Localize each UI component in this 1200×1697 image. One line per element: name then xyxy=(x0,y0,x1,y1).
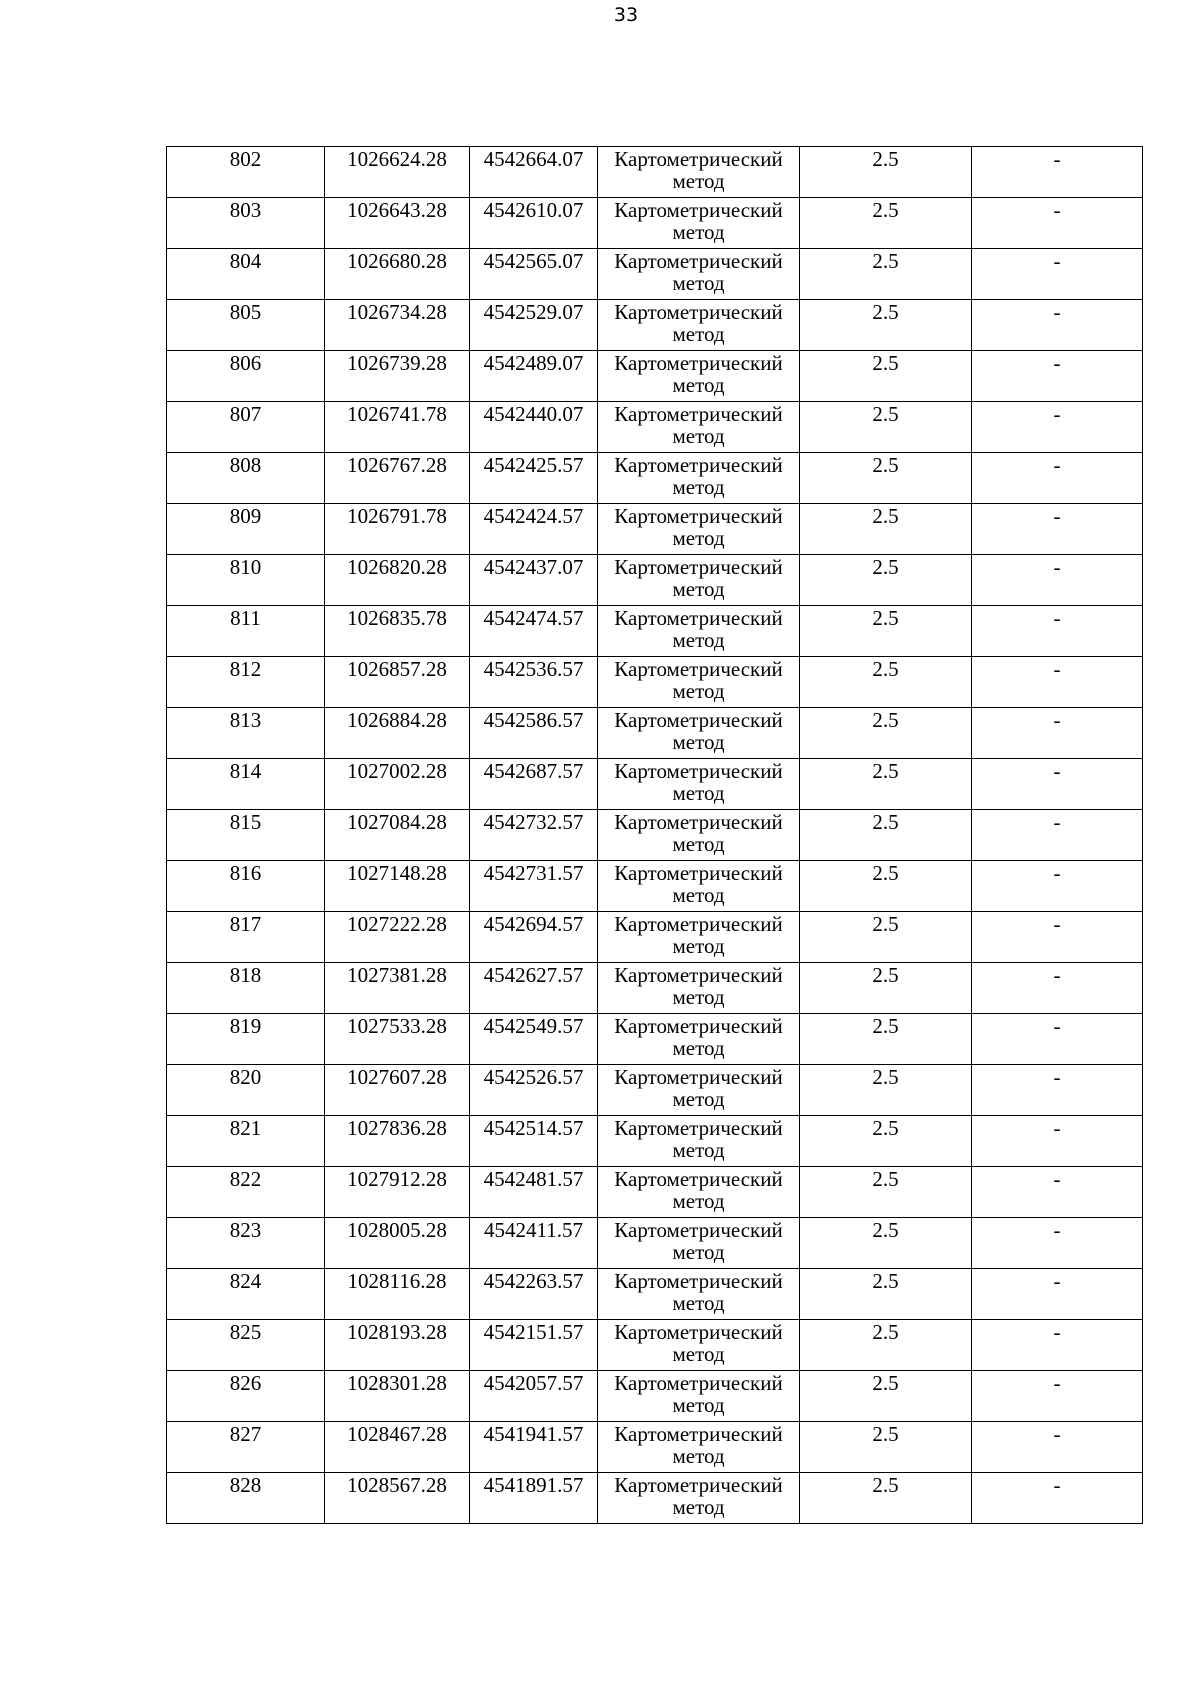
method-line-2: метод xyxy=(672,1342,725,1366)
point-number-cell: 821 xyxy=(167,1116,325,1167)
note-cell: - xyxy=(972,147,1143,198)
y-coordinate-cell: 4542694.57 xyxy=(470,912,598,963)
method-cell xyxy=(598,351,800,402)
x-coordinate-cell: 1026741.78 xyxy=(325,402,470,453)
y-coordinate-cell: 4542627.57 xyxy=(470,963,598,1014)
y-coordinate-cell: 4542474.57 xyxy=(470,606,598,657)
x-coordinate-cell: 1026643.28 xyxy=(325,198,470,249)
y-coordinate-cell: 4542565.07 xyxy=(470,249,598,300)
point-number-cell: 802 xyxy=(167,147,325,198)
table-row xyxy=(167,1320,1143,1371)
y-coordinate-cell: 4542664.07 xyxy=(470,147,598,198)
accuracy-cell: 2.5 xyxy=(800,1269,972,1320)
point-number-cell: 825 xyxy=(167,1320,325,1371)
point-number-cell: 810 xyxy=(167,555,325,606)
point-number-cell: 823 xyxy=(167,1218,325,1269)
accuracy-cell: 2.5 xyxy=(800,249,972,300)
y-coordinate-cell: 4542529.07 xyxy=(470,300,598,351)
accuracy-cell: 2.5 xyxy=(800,861,972,912)
method-cell xyxy=(598,759,800,810)
method-cell xyxy=(598,963,800,1014)
table-row xyxy=(167,249,1143,300)
table-row xyxy=(167,1473,1143,1524)
table-row xyxy=(167,1218,1143,1269)
point-number-cell: 809 xyxy=(167,504,325,555)
method-cell xyxy=(598,1116,800,1167)
note-cell: - xyxy=(972,606,1143,657)
method-line-1: Картометрический xyxy=(614,1218,783,1242)
table-row xyxy=(167,606,1143,657)
table-row xyxy=(167,1422,1143,1473)
method-cell xyxy=(598,810,800,861)
method-cell xyxy=(598,1218,800,1269)
point-number-cell: 826 xyxy=(167,1371,325,1422)
point-number-cell: 818 xyxy=(167,963,325,1014)
accuracy-cell: 2.5 xyxy=(800,1167,972,1218)
note-cell: - xyxy=(972,504,1143,555)
method-cell xyxy=(598,1269,800,1320)
y-coordinate-cell: 4542732.57 xyxy=(470,810,598,861)
note-cell: - xyxy=(972,198,1143,249)
accuracy-cell: 2.5 xyxy=(800,1422,972,1473)
method-line-2: метод xyxy=(672,577,725,601)
table-row xyxy=(167,198,1143,249)
accuracy-cell: 2.5 xyxy=(800,963,972,1014)
note-cell: - xyxy=(972,759,1143,810)
note-cell: - xyxy=(972,351,1143,402)
method-line-2: метод xyxy=(672,220,725,244)
method-cell xyxy=(598,606,800,657)
accuracy-cell: 2.5 xyxy=(800,657,972,708)
note-cell: - xyxy=(972,810,1143,861)
method-line-2: метод xyxy=(672,1138,725,1162)
accuracy-cell: 2.5 xyxy=(800,1218,972,1269)
method-cell xyxy=(598,147,800,198)
x-coordinate-cell: 1026767.28 xyxy=(325,453,470,504)
method-line-2: метод xyxy=(672,1189,725,1213)
method-line-1: Картометрический xyxy=(614,198,783,222)
method-line-2: метод xyxy=(672,271,725,295)
point-number-cell: 805 xyxy=(167,300,325,351)
note-cell: - xyxy=(972,1167,1143,1218)
accuracy-cell: 2.5 xyxy=(800,1371,972,1422)
x-coordinate-cell: 1028116.28 xyxy=(325,1269,470,1320)
table-row xyxy=(167,657,1143,708)
note-cell: - xyxy=(972,912,1143,963)
y-coordinate-cell: 4542536.57 xyxy=(470,657,598,708)
point-number-cell: 819 xyxy=(167,1014,325,1065)
accuracy-cell: 2.5 xyxy=(800,147,972,198)
x-coordinate-cell: 1027148.28 xyxy=(325,861,470,912)
note-cell: - xyxy=(972,249,1143,300)
coordinates-table-body xyxy=(167,147,1143,1524)
method-line-2: метод xyxy=(672,1393,725,1417)
coordinates-table xyxy=(166,146,1143,1524)
method-cell xyxy=(598,657,800,708)
point-number-cell: 806 xyxy=(167,351,325,402)
y-coordinate-cell: 4542549.57 xyxy=(470,1014,598,1065)
note-cell: - xyxy=(972,402,1143,453)
point-number-cell: 808 xyxy=(167,453,325,504)
method-line-1: Картометрический xyxy=(614,657,783,681)
method-cell xyxy=(598,555,800,606)
table-row xyxy=(167,402,1143,453)
table-row xyxy=(167,1371,1143,1422)
x-coordinate-cell: 1028567.28 xyxy=(325,1473,470,1524)
accuracy-cell: 2.5 xyxy=(800,1473,972,1524)
note-cell: - xyxy=(972,1371,1143,1422)
method-line-2: метод xyxy=(672,832,725,856)
point-number-cell: 827 xyxy=(167,1422,325,1473)
y-coordinate-cell: 4542586.57 xyxy=(470,708,598,759)
point-number-cell: 812 xyxy=(167,657,325,708)
method-line-1: Картометрический xyxy=(614,147,783,171)
method-line-2: метод xyxy=(672,526,725,550)
method-line-1: Картометрический xyxy=(614,1116,783,1140)
y-coordinate-cell: 4542489.07 xyxy=(470,351,598,402)
note-cell: - xyxy=(972,1320,1143,1371)
point-number-cell: 814 xyxy=(167,759,325,810)
x-coordinate-cell: 1027912.28 xyxy=(325,1167,470,1218)
table-row xyxy=(167,1269,1143,1320)
method-line-1: Картометрический xyxy=(614,402,783,426)
method-line-1: Картометрический xyxy=(614,504,783,528)
note-cell: - xyxy=(972,453,1143,504)
x-coordinate-cell: 1027381.28 xyxy=(325,963,470,1014)
table-row xyxy=(167,1167,1143,1218)
table-row xyxy=(167,1065,1143,1116)
method-cell xyxy=(598,453,800,504)
note-cell: - xyxy=(972,708,1143,759)
method-line-2: метод xyxy=(672,985,725,1009)
method-line-2: метод xyxy=(672,1291,725,1315)
note-cell: - xyxy=(972,1116,1143,1167)
y-coordinate-cell: 4542440.07 xyxy=(470,402,598,453)
x-coordinate-cell: 1028005.28 xyxy=(325,1218,470,1269)
method-line-2: метод xyxy=(672,934,725,958)
y-coordinate-cell: 4542514.57 xyxy=(470,1116,598,1167)
y-coordinate-cell: 4541891.57 xyxy=(470,1473,598,1524)
x-coordinate-cell: 1026857.28 xyxy=(325,657,470,708)
table-row xyxy=(167,759,1143,810)
accuracy-cell: 2.5 xyxy=(800,1014,972,1065)
note-cell: - xyxy=(972,963,1143,1014)
y-coordinate-cell: 4542425.57 xyxy=(470,453,598,504)
table-row xyxy=(167,300,1143,351)
method-line-2: метод xyxy=(672,1444,725,1468)
method-line-2: метод xyxy=(672,781,725,805)
note-cell: - xyxy=(972,1065,1143,1116)
point-number-cell: 822 xyxy=(167,1167,325,1218)
accuracy-cell: 2.5 xyxy=(800,810,972,861)
method-line-2: метод xyxy=(672,1087,725,1111)
table-row xyxy=(167,147,1143,198)
y-coordinate-cell: 4542151.57 xyxy=(470,1320,598,1371)
note-cell: - xyxy=(972,657,1143,708)
table-row xyxy=(167,555,1143,606)
method-line-2: метод xyxy=(672,1495,725,1519)
table-row xyxy=(167,963,1143,1014)
method-line-1: Картометрический xyxy=(614,963,783,987)
point-number-cell: 813 xyxy=(167,708,325,759)
table-row xyxy=(167,351,1143,402)
method-line-1: Картометрический xyxy=(614,708,783,732)
accuracy-cell: 2.5 xyxy=(800,606,972,657)
x-coordinate-cell: 1026820.28 xyxy=(325,555,470,606)
method-line-2: метод xyxy=(672,1240,725,1264)
method-cell xyxy=(598,402,800,453)
y-coordinate-cell: 4541941.57 xyxy=(470,1422,598,1473)
note-cell: - xyxy=(972,1422,1143,1473)
accuracy-cell: 2.5 xyxy=(800,1116,972,1167)
table-row xyxy=(167,1116,1143,1167)
accuracy-cell: 2.5 xyxy=(800,198,972,249)
method-cell xyxy=(598,1167,800,1218)
y-coordinate-cell: 4542057.57 xyxy=(470,1371,598,1422)
method-line-2: метод xyxy=(672,373,725,397)
method-line-2: метод xyxy=(672,628,725,652)
method-line-1: Картометрический xyxy=(614,1473,783,1497)
note-cell: - xyxy=(972,1014,1143,1065)
accuracy-cell: 2.5 xyxy=(800,708,972,759)
note-cell: - xyxy=(972,861,1143,912)
accuracy-cell: 2.5 xyxy=(800,555,972,606)
method-cell xyxy=(598,861,800,912)
y-coordinate-cell: 4542610.07 xyxy=(470,198,598,249)
method-cell xyxy=(598,198,800,249)
method-line-1: Картометрический xyxy=(614,300,783,324)
page-number: 33 xyxy=(613,4,639,26)
x-coordinate-cell: 1028301.28 xyxy=(325,1371,470,1422)
y-coordinate-cell: 4542424.57 xyxy=(470,504,598,555)
method-line-1: Картометрический xyxy=(614,1065,783,1089)
x-coordinate-cell: 1028193.28 xyxy=(325,1320,470,1371)
note-cell: - xyxy=(972,1218,1143,1269)
accuracy-cell: 2.5 xyxy=(800,759,972,810)
y-coordinate-cell: 4542687.57 xyxy=(470,759,598,810)
x-coordinate-cell: 1027836.28 xyxy=(325,1116,470,1167)
method-line-1: Картометрический xyxy=(614,1320,783,1344)
method-line-2: метод xyxy=(672,883,725,907)
point-number-cell: 816 xyxy=(167,861,325,912)
method-line-2: метод xyxy=(672,322,725,346)
method-cell xyxy=(598,1320,800,1371)
method-cell xyxy=(598,1014,800,1065)
table-row xyxy=(167,504,1143,555)
accuracy-cell: 2.5 xyxy=(800,504,972,555)
table-row xyxy=(167,912,1143,963)
method-line-2: метод xyxy=(672,730,725,754)
note-cell: - xyxy=(972,555,1143,606)
method-line-1: Картометрический xyxy=(614,555,783,579)
method-cell xyxy=(598,912,800,963)
point-number-cell: 817 xyxy=(167,912,325,963)
method-line-1: Картометрический xyxy=(614,861,783,885)
x-coordinate-cell: 1026835.78 xyxy=(325,606,470,657)
method-cell xyxy=(598,249,800,300)
method-line-1: Картометрический xyxy=(614,1167,783,1191)
point-number-cell: 803 xyxy=(167,198,325,249)
y-coordinate-cell: 4542731.57 xyxy=(470,861,598,912)
accuracy-cell: 2.5 xyxy=(800,300,972,351)
table-row xyxy=(167,1014,1143,1065)
accuracy-cell: 2.5 xyxy=(800,1065,972,1116)
accuracy-cell: 2.5 xyxy=(800,453,972,504)
method-cell xyxy=(598,1422,800,1473)
point-number-cell: 811 xyxy=(167,606,325,657)
method-line-1: Картометрический xyxy=(614,912,783,936)
table-row xyxy=(167,810,1143,861)
table-row xyxy=(167,708,1143,759)
point-number-cell: 820 xyxy=(167,1065,325,1116)
point-number-cell: 815 xyxy=(167,810,325,861)
x-coordinate-cell: 1026680.28 xyxy=(325,249,470,300)
method-line-2: метод xyxy=(672,424,725,448)
x-coordinate-cell: 1026739.28 xyxy=(325,351,470,402)
point-number-cell: 807 xyxy=(167,402,325,453)
x-coordinate-cell: 1028467.28 xyxy=(325,1422,470,1473)
x-coordinate-cell: 1026884.28 xyxy=(325,708,470,759)
method-line-1: Картометрический xyxy=(614,249,783,273)
x-coordinate-cell: 1027607.28 xyxy=(325,1065,470,1116)
y-coordinate-cell: 4542437.07 xyxy=(470,555,598,606)
note-cell: - xyxy=(972,1473,1143,1524)
accuracy-cell: 2.5 xyxy=(800,912,972,963)
method-line-1: Картометрический xyxy=(614,759,783,783)
method-line-1: Картометрический xyxy=(614,1269,783,1293)
method-cell xyxy=(598,708,800,759)
y-coordinate-cell: 4542481.57 xyxy=(470,1167,598,1218)
accuracy-cell: 2.5 xyxy=(800,1320,972,1371)
method-cell xyxy=(598,504,800,555)
method-line-2: метод xyxy=(672,1036,725,1060)
point-number-cell: 824 xyxy=(167,1269,325,1320)
y-coordinate-cell: 4542263.57 xyxy=(470,1269,598,1320)
point-number-cell: 804 xyxy=(167,249,325,300)
method-line-1: Картометрический xyxy=(614,810,783,834)
x-coordinate-cell: 1026791.78 xyxy=(325,504,470,555)
method-line-2: метод xyxy=(672,475,725,499)
x-coordinate-cell: 1026734.28 xyxy=(325,300,470,351)
method-line-1: Картометрический xyxy=(614,1371,783,1395)
method-cell xyxy=(598,1065,800,1116)
method-line-1: Картометрический xyxy=(614,453,783,477)
y-coordinate-cell: 4542526.57 xyxy=(470,1065,598,1116)
method-line-1: Картометрический xyxy=(614,1014,783,1038)
note-cell: - xyxy=(972,300,1143,351)
x-coordinate-cell: 1027002.28 xyxy=(325,759,470,810)
accuracy-cell: 2.5 xyxy=(800,351,972,402)
x-coordinate-cell: 1027533.28 xyxy=(325,1014,470,1065)
point-number-cell: 828 xyxy=(167,1473,325,1524)
method-cell xyxy=(598,300,800,351)
method-line-1: Картометрический xyxy=(614,606,783,630)
method-cell xyxy=(598,1473,800,1524)
x-coordinate-cell: 1027084.28 xyxy=(325,810,470,861)
method-line-1: Картометрический xyxy=(614,351,783,375)
method-line-2: метод xyxy=(672,679,725,703)
y-coordinate-cell: 4542411.57 xyxy=(470,1218,598,1269)
table-row xyxy=(167,453,1143,504)
x-coordinate-cell: 1027222.28 xyxy=(325,912,470,963)
method-cell xyxy=(598,1371,800,1422)
table-row xyxy=(167,861,1143,912)
note-cell: - xyxy=(972,1269,1143,1320)
x-coordinate-cell: 1026624.28 xyxy=(325,147,470,198)
accuracy-cell: 2.5 xyxy=(800,402,972,453)
method-line-1: Картометрический xyxy=(614,1422,783,1446)
method-line-2: метод xyxy=(672,169,725,193)
